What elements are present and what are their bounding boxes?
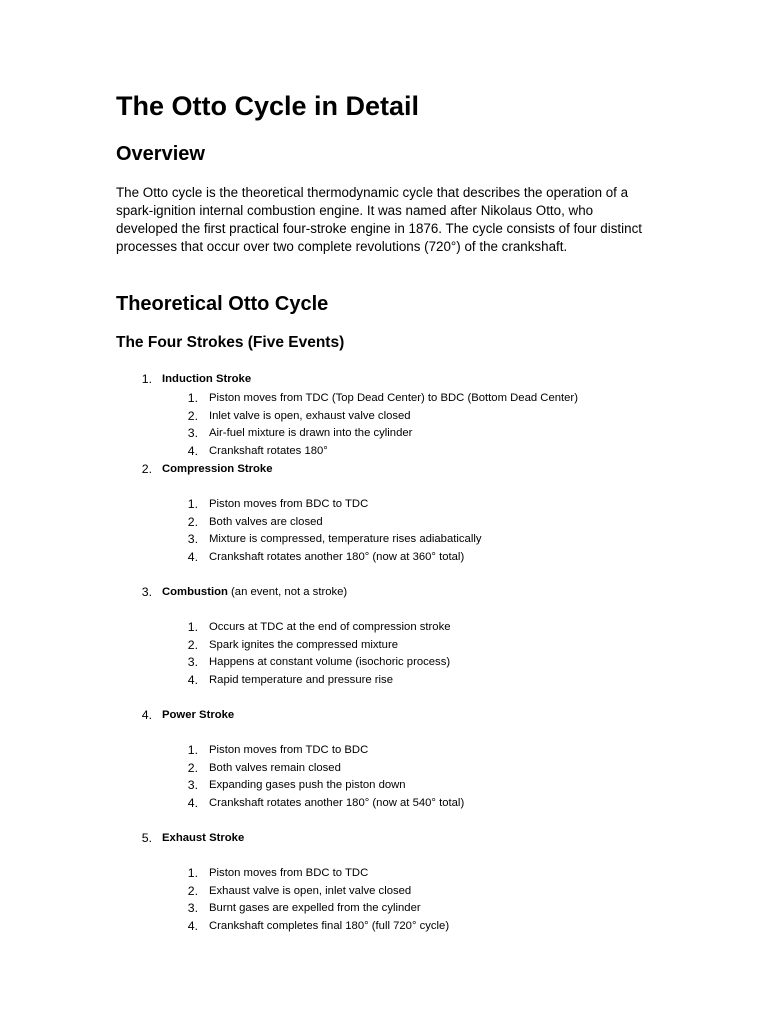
sub-number: 4. <box>187 444 198 458</box>
sub-text: Expanding gases push the piston down <box>209 779 406 791</box>
step-number: 1. <box>141 372 152 386</box>
step-title <box>162 585 347 600</box>
sub-text: Both valves are closed <box>209 516 323 528</box>
step-title-text: Exhaust Stroke <box>162 832 245 844</box>
sub-text: Crankshaft completes final 180° (full 720° cycle) <box>209 920 450 932</box>
step-note: (an event, not a stroke) <box>227 586 348 598</box>
sub-text: Piston moves from TDC (Top Dead Center) to BDC (Bottom Dead Center) <box>209 392 578 404</box>
sub-number: 1. <box>187 866 198 880</box>
sub-number: 3. <box>187 532 198 546</box>
sub-number: 3. <box>187 655 198 669</box>
overview-heading: Overview <box>116 143 205 165</box>
sub-number: 3. <box>187 901 198 915</box>
sub-text: Burnt gases are expelled from the cylinder <box>209 902 421 914</box>
sub-text: Rapid temperature and pressure rise <box>209 674 393 686</box>
sub-number: 2. <box>187 638 198 652</box>
sub-number: 1. <box>187 743 198 757</box>
sub-number: 4. <box>187 919 198 933</box>
sub-text: Spark ignites the compressed mixture <box>209 639 398 651</box>
document-title: The Otto Cycle in Detail <box>116 91 420 121</box>
strokes-heading: The Four Strokes (Five Events) <box>116 334 345 351</box>
sub-text: Exhaust valve is open, inlet valve closed <box>209 885 412 897</box>
sub-number: 1. <box>187 391 198 405</box>
sub-number: 4. <box>187 673 198 687</box>
step-number: 5. <box>141 831 152 845</box>
sub-text: Occurs at TDC at the end of compression stroke <box>209 621 451 633</box>
sub-number: 4. <box>187 796 198 810</box>
step-title <box>162 831 244 846</box>
sub-number: 2. <box>187 761 198 775</box>
step-title <box>162 708 234 723</box>
step-title <box>162 372 251 387</box>
sub-text: Piston moves from TDC to BDC <box>209 744 369 756</box>
step-title-text: Compression Stroke <box>162 463 273 475</box>
sub-text: Air-fuel mixture is drawn into the cylinder <box>209 427 413 439</box>
sub-number: 2. <box>187 409 198 423</box>
sub-text: Happens at constant volume (isochoric process) <box>209 656 451 668</box>
sub-number: 3. <box>187 778 198 792</box>
sub-number: 2. <box>187 515 198 529</box>
step-number: 4. <box>141 708 152 722</box>
step-number: 2. <box>141 462 152 476</box>
overview-paragraph: The Otto cycle is the theoretical thermodynamic cycle that describes the operation of a spark-ignition internal combustion engine. It was named after Nikolaus Otto, who developed the first practical four-stroke engine in 1876. The cycle consists of four distinct processes that occur over two complete revolutions (720°) of the crankshaft. <box>116 185 642 254</box>
sub-number: 4. <box>187 550 198 564</box>
step-title-text: Induction Stroke <box>162 373 252 385</box>
sub-text: Crankshaft rotates 180° <box>209 445 328 457</box>
sub-text: Piston moves from BDC to TDC <box>209 498 369 510</box>
sub-text: Mixture is compressed, temperature rises adiabatically <box>209 533 482 545</box>
sub-text: Both valves remain closed <box>209 762 341 774</box>
theory-heading: Theoretical Otto Cycle <box>116 293 329 315</box>
step-number: 3. <box>141 585 152 599</box>
sub-number: 2. <box>187 884 198 898</box>
sub-text: Inlet valve is open, exhaust valve closed <box>209 410 411 422</box>
sub-text: Crankshaft rotates another 180° (now at 540° total) <box>209 797 465 809</box>
step-title-text: Power Stroke <box>162 709 235 721</box>
sub-text: Crankshaft rotates another 180° (now at 360° total) <box>209 551 465 563</box>
sub-number: 3. <box>187 426 198 440</box>
sub-number: 1. <box>187 620 198 634</box>
sub-text: Piston moves from BDC to TDC <box>209 867 369 879</box>
sub-number: 1. <box>187 497 198 511</box>
step-title <box>162 462 273 477</box>
step-title-text: Combustion <box>162 586 228 598</box>
